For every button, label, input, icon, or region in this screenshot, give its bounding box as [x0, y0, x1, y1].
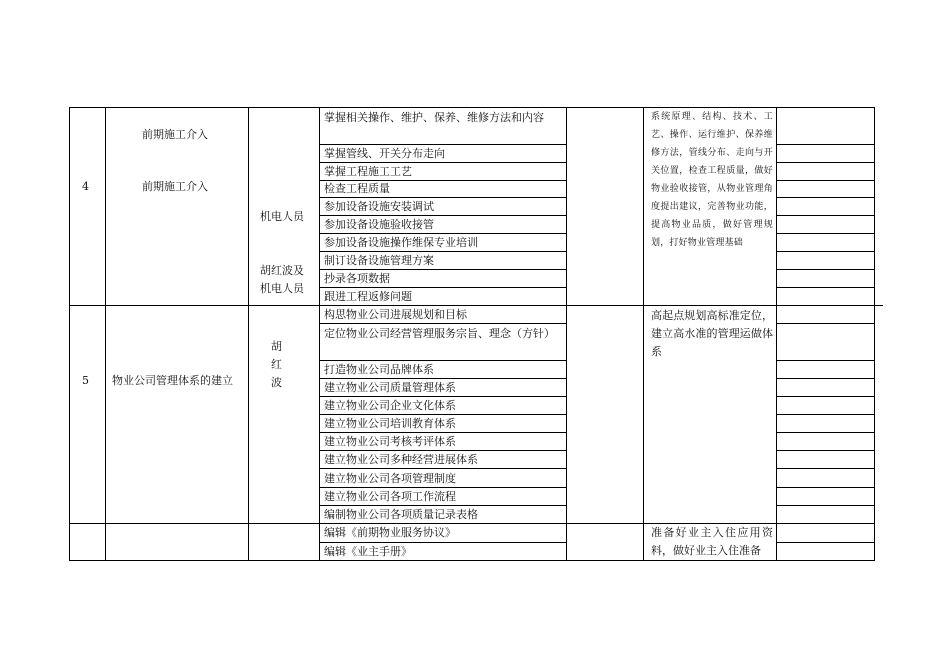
- task-item: 掌握相关操作、维护、保养、维修方法和内容: [324, 111, 544, 124]
- task-item: 检查工程质量: [324, 182, 390, 195]
- right-cell-divider: [776, 360, 874, 361]
- right-cell-divider: [776, 468, 874, 469]
- task-item: 编辑《业主手册》: [324, 545, 412, 558]
- goal-text: 高起点规划高标准定位，建立高水准的管理运做体系: [651, 309, 773, 358]
- right-cell-divider: [776, 144, 874, 145]
- owner-label: 机电人员: [260, 210, 304, 223]
- stage-label: 前期施工介入: [142, 180, 208, 193]
- column-divider-4: [566, 107, 567, 560]
- right-cell-divider: [776, 487, 874, 488]
- right-cell-divider: [776, 180, 874, 181]
- owner-char: 胡: [271, 340, 282, 353]
- goal-text: 系统原理、结构、技术、工艺、操作、运行维护、保养维修方法，管线分布、走向与开关位置，检查工程质量，做好物业验收接管，从物业管理角度提出建议，完善物业功能，提高物业品质，做好管理规划，打好物业管理基础: [651, 112, 773, 248]
- right-cell-divider: [776, 233, 874, 234]
- right-cell-divider: [776, 542, 874, 543]
- owner-char: 红: [271, 358, 282, 371]
- right-cell-divider: [776, 432, 874, 433]
- right-cell-divider: [776, 505, 874, 506]
- right-cell-divider: [776, 323, 874, 324]
- right-cell-divider: [776, 396, 874, 397]
- task-item: 定位物业公司经营管理服务宗旨、理念（方针）: [324, 327, 555, 340]
- task-item: 建立物业公司考核考评体系: [324, 435, 456, 448]
- task-item: 跟进工程返修问题: [324, 290, 412, 303]
- right-cell-divider: [776, 197, 874, 198]
- owner-label: 机电人员: [260, 282, 304, 295]
- task-item: 建立物业公司各项工作流程: [324, 490, 456, 503]
- column-divider-2: [248, 107, 249, 560]
- column-divider-1: [105, 107, 106, 560]
- task-item: 构思物业公司进展规划和目标: [324, 308, 467, 321]
- task-item: 抄录各项数据: [324, 272, 390, 285]
- task-item: 参加设备设施验收接管: [324, 218, 434, 231]
- right-cell-divider: [776, 162, 874, 163]
- right-cell-divider: [776, 378, 874, 379]
- column-divider-5: [643, 107, 644, 560]
- task-item: 打造物业公司品牌体系: [324, 363, 434, 376]
- task-item: 建立物业公司多种经营进展体系: [324, 453, 478, 466]
- task-item: 建立物业公司各项管理制度: [324, 472, 456, 485]
- owner-char: 波: [271, 376, 282, 389]
- owner-label: 胡红波及: [260, 264, 304, 277]
- stage-label: 前期施工介入: [142, 128, 208, 141]
- task-item: 编辑《前期物业服务协议》: [324, 526, 456, 539]
- right-cell-divider: [776, 251, 874, 252]
- task-item: 参加设备设施操作维保专业培训: [324, 236, 478, 249]
- task-item: 制订设备设施管理方案: [324, 254, 434, 267]
- task-item: 掌握管线、开关分布走向: [324, 147, 445, 160]
- goal-text: 准备好业主入住应用资料，做好业主入住准备: [651, 526, 773, 557]
- task-item: 编制物业公司各项质量记录表格: [324, 508, 478, 521]
- right-cell-divider: [776, 450, 874, 451]
- task-item: 掌握工程施工工艺: [324, 165, 412, 178]
- row-number: 5: [82, 374, 89, 387]
- column-divider-3: [319, 107, 320, 560]
- column-divider-6: [776, 107, 777, 560]
- table-border-left: [69, 107, 70, 560]
- task-item: 建立物业公司质量管理体系: [324, 381, 456, 394]
- right-cell-divider: [776, 215, 874, 216]
- task-item: 建立物业公司培训教育体系: [324, 417, 456, 430]
- stage-label: 物业公司管理体系的建立: [112, 374, 233, 387]
- right-cell-divider: [776, 287, 874, 288]
- task-item: 建立物业公司企业文化体系: [324, 399, 456, 412]
- right-cell-divider: [776, 414, 874, 415]
- task-item: 参加设备设施安装调试: [324, 200, 434, 213]
- table-border-right: [874, 107, 875, 560]
- right-cell-divider: [776, 269, 874, 270]
- row-number: 4: [82, 180, 89, 193]
